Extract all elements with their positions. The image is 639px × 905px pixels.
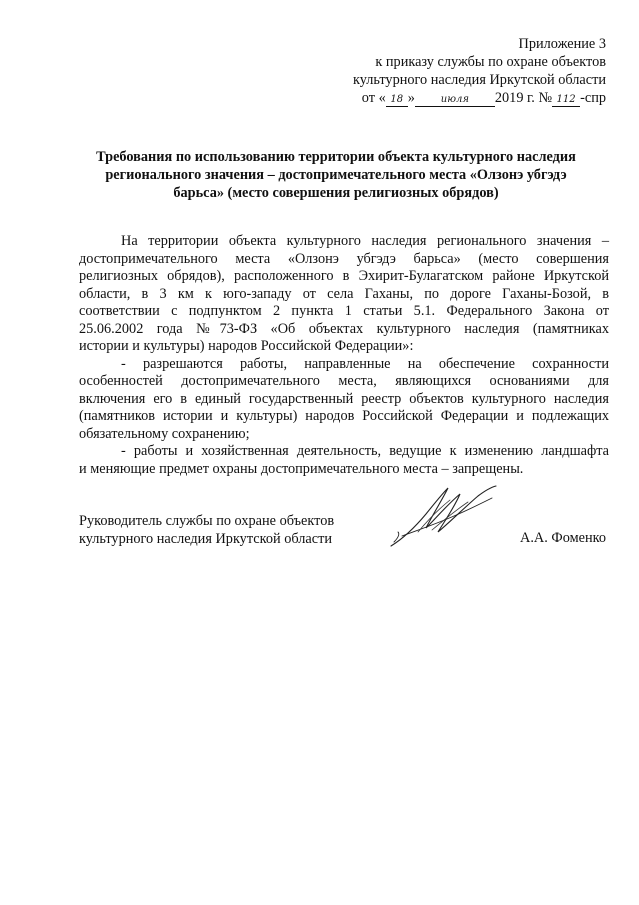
appendix-label: Приложение 3: [518, 36, 606, 52]
body-line: На территории объекта культурного наследия регионального значения –: [121, 233, 609, 249]
date-mid: »: [407, 90, 415, 106]
handwritten-signature: [388, 480, 498, 550]
signatory-position: [79, 512, 379, 548]
body-line: включения его в единый государственный реестр объектов культурного наследия: [79, 390, 609, 407]
document-body: [79, 233, 609, 478]
body-line: области, в 3 км к юго-западу от села Гаханы, по дороге Гаханы-Бозой, в: [79, 285, 609, 302]
body-line: (памятников истории и культуры) народов Российской Федерации и подлежащих: [79, 408, 609, 424]
signatory-name: А.А. Фоменко: [520, 530, 606, 546]
handwritten-month: июля: [415, 94, 495, 107]
order-suffix: -спр: [580, 90, 606, 106]
date-year: 2019 г. №: [494, 90, 553, 106]
body-line: - работы и хозяйственная деятельность, ведущие к изменению ландшафта: [121, 443, 609, 459]
handwritten-day: 18: [386, 94, 408, 107]
date-prefix: от «: [361, 90, 386, 106]
body-line: религиозных обрядов), расположенного в Эхирит-Булагатском районе Иркутской: [79, 268, 609, 284]
position-line: культурного наследия Иркутской области: [79, 531, 332, 547]
body-line: достопримечательного места «Олзонэ убгэдэ барьса» (место совершения: [79, 250, 609, 267]
body-line: соответствии с подпунктом 2 пункта 1 статьи 5.1. Федерального Закона от: [79, 303, 609, 319]
appendix-authority-line: культурного наследия Иркутской области: [353, 72, 606, 88]
title-line: барьса» (место совершения религиозных обрядов): [173, 185, 499, 201]
title-line: регионального значения – достопримечательного места «Олзонэ убгэдэ: [105, 167, 567, 183]
appendix-order-line: к приказу службы по охране объектов: [375, 54, 606, 70]
body-line: - разрешаются работы, направленные на обеспечение сохранности: [121, 355, 609, 372]
body-line: истории и культуры) народов Российской Федерации»:: [79, 338, 414, 354]
handwritten-order-number: 112: [552, 94, 580, 107]
body-line: и меняющие предмет охраны достопримечательного места – запрещены.: [79, 460, 524, 477]
position-line: Руководитель службы по охране объектов: [79, 513, 335, 529]
body-line: особенностей достопримечательного места, являющихся основаниями для: [79, 373, 609, 389]
appendix-header: [266, 35, 606, 107]
document-title: [70, 148, 602, 202]
body-line: обязательному сохранению;: [79, 425, 250, 442]
body-line: 25.06.2002 года №73-ФЗ «Об объектах культурного наследия (памятниках: [79, 320, 609, 337]
appendix-date-line: [266, 89, 606, 107]
title-line: Требования по использованию территории объекта культурного наследия: [96, 149, 576, 165]
